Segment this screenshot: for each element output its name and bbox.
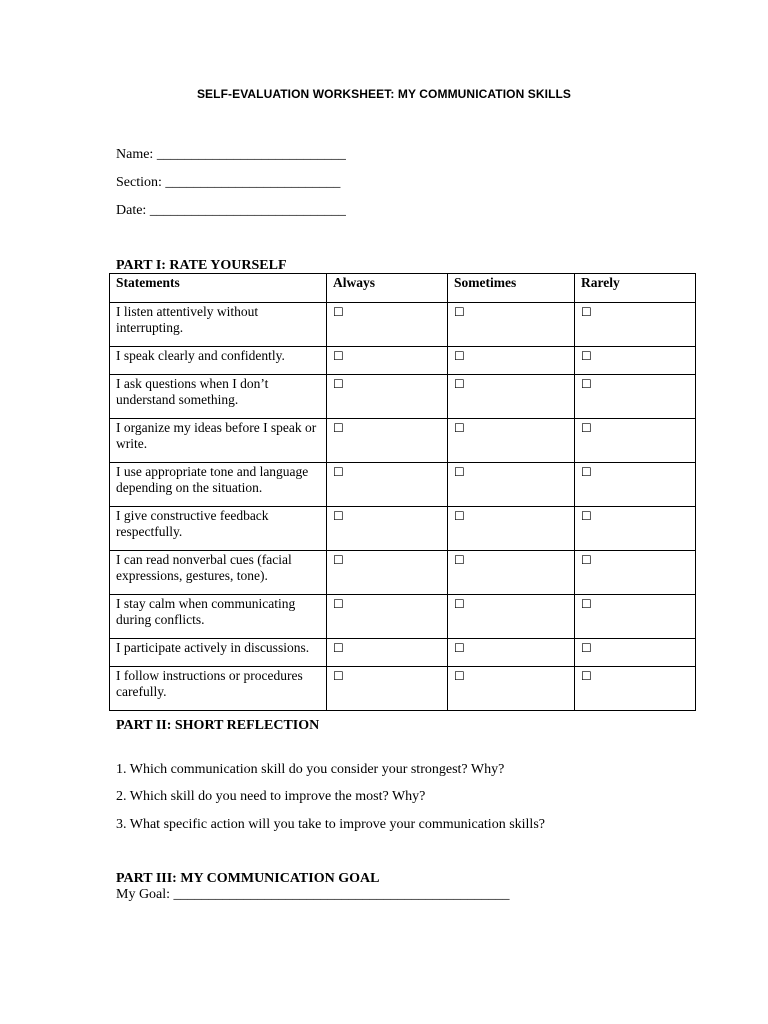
sometimes-cell — [448, 303, 575, 347]
always-checkbox[interactable]: ☐ — [333, 349, 344, 363]
rarely-checkbox[interactable]: ☐ — [581, 465, 592, 479]
part1-heading: PART I: RATE YOURSELF — [116, 258, 287, 273]
rarely-cell — [575, 419, 696, 463]
statement-cell: I listen attentively without interrupting. — [110, 303, 327, 347]
sometimes-checkbox[interactable]: ☐ — [454, 669, 465, 683]
statement-cell: I ask questions when I don’t understand something. — [110, 375, 327, 419]
rarely-checkbox[interactable]: ☐ — [581, 597, 592, 611]
always-cell — [327, 375, 448, 419]
sometimes-cell — [448, 463, 575, 507]
sometimes-checkbox[interactable]: ☐ — [454, 641, 465, 655]
always-checkbox[interactable]: ☐ — [333, 597, 344, 611]
part3-heading: PART III: MY COMMUNICATION GOAL — [116, 871, 380, 886]
sometimes-checkbox[interactable]: ☐ — [454, 509, 465, 523]
table-row — [110, 595, 696, 639]
date-field[interactable]: Date: ____________________________ — [116, 203, 346, 218]
section-field[interactable]: Section: _________________________ — [116, 175, 341, 190]
rarely-cell — [575, 551, 696, 595]
sometimes-checkbox[interactable]: ☐ — [454, 553, 465, 567]
table-row — [110, 375, 696, 419]
name-field[interactable]: Name: ___________________________ — [116, 147, 346, 162]
table-row — [110, 507, 696, 551]
statement-cell: I stay calm when communicating during conflicts. — [110, 595, 327, 639]
column-header-always: Always — [327, 274, 448, 303]
statement-cell: I give constructive feedback respectfully. — [110, 507, 327, 551]
sometimes-checkbox[interactable]: ☐ — [454, 597, 465, 611]
statement-cell: I can read nonverbal cues (facial expressions, gestures, tone). — [110, 551, 327, 595]
always-checkbox[interactable]: ☐ — [333, 465, 344, 479]
rating-header-row — [110, 274, 696, 303]
statement-cell: I use appropriate tone and language depending on the situation. — [110, 463, 327, 507]
rarely-cell — [575, 303, 696, 347]
table-row — [110, 303, 696, 347]
sometimes-cell — [448, 375, 575, 419]
sometimes-cell — [448, 595, 575, 639]
column-header-sometimes: Sometimes — [448, 274, 575, 303]
table-row — [110, 463, 696, 507]
table-row — [110, 347, 696, 375]
table-row — [110, 419, 696, 463]
rarely-cell — [575, 639, 696, 667]
statement-cell: I speak clearly and confidently. — [110, 347, 327, 375]
sometimes-checkbox[interactable]: ☐ — [454, 465, 465, 479]
rarely-checkbox[interactable]: ☐ — [581, 669, 592, 683]
rarely-checkbox[interactable]: ☐ — [581, 509, 592, 523]
sometimes-checkbox[interactable]: ☐ — [454, 377, 465, 391]
always-checkbox[interactable]: ☐ — [333, 553, 344, 567]
always-cell — [327, 303, 448, 347]
rarely-cell — [575, 595, 696, 639]
reflection-question-3: 3. What specific action will you take to improve your communication skills? — [116, 817, 545, 832]
reflection-question-2: 2. Which skill do you need to improve the most? Why? — [116, 789, 426, 804]
always-checkbox[interactable]: ☐ — [333, 421, 344, 435]
statement-cell: I participate actively in discussions. — [110, 639, 327, 667]
rarely-cell — [575, 507, 696, 551]
always-cell — [327, 639, 448, 667]
always-checkbox[interactable]: ☐ — [333, 641, 344, 655]
rating-table — [109, 273, 696, 711]
sometimes-cell — [448, 347, 575, 375]
table-row — [110, 667, 696, 711]
sometimes-checkbox[interactable]: ☐ — [454, 421, 465, 435]
always-cell — [327, 347, 448, 375]
part2-heading: PART II: SHORT REFLECTION — [116, 718, 320, 733]
rarely-checkbox[interactable]: ☐ — [581, 421, 592, 435]
table-row — [110, 551, 696, 595]
sometimes-checkbox[interactable]: ☐ — [454, 305, 465, 319]
always-checkbox[interactable]: ☐ — [333, 509, 344, 523]
rarely-cell — [575, 463, 696, 507]
rarely-checkbox[interactable]: ☐ — [581, 349, 592, 363]
always-cell — [327, 667, 448, 711]
statement-cell: I follow instructions or procedures carefully. — [110, 667, 327, 711]
column-header-rarely: Rarely — [575, 274, 696, 303]
sometimes-cell — [448, 639, 575, 667]
always-checkbox[interactable]: ☐ — [333, 305, 344, 319]
reflection-question-1: 1. Which communication skill do you consider your strongest? Why? — [116, 762, 505, 777]
always-cell — [327, 463, 448, 507]
sometimes-checkbox[interactable]: ☐ — [454, 349, 465, 363]
rarely-checkbox[interactable]: ☐ — [581, 553, 592, 567]
always-checkbox[interactable]: ☐ — [333, 377, 344, 391]
sometimes-cell — [448, 507, 575, 551]
sometimes-cell — [448, 667, 575, 711]
worksheet-title: SELF-EVALUATION WORKSHEET: MY COMMUNICATION SKILLS — [196, 87, 572, 101]
table-row — [110, 639, 696, 667]
always-cell — [327, 507, 448, 551]
rarely-checkbox[interactable]: ☐ — [581, 305, 592, 319]
sometimes-cell — [448, 551, 575, 595]
always-cell — [327, 551, 448, 595]
always-checkbox[interactable]: ☐ — [333, 669, 344, 683]
rarely-checkbox[interactable]: ☐ — [581, 641, 592, 655]
goal-field[interactable]: My Goal: ________________________________________________ — [116, 887, 510, 902]
rarely-checkbox[interactable]: ☐ — [581, 377, 592, 391]
rarely-cell — [575, 375, 696, 419]
sometimes-cell — [448, 419, 575, 463]
always-cell — [327, 419, 448, 463]
rarely-cell — [575, 667, 696, 711]
statement-cell: I organize my ideas before I speak or write. — [110, 419, 327, 463]
rarely-cell — [575, 347, 696, 375]
column-header-statements: Statements — [110, 274, 327, 303]
always-cell — [327, 595, 448, 639]
